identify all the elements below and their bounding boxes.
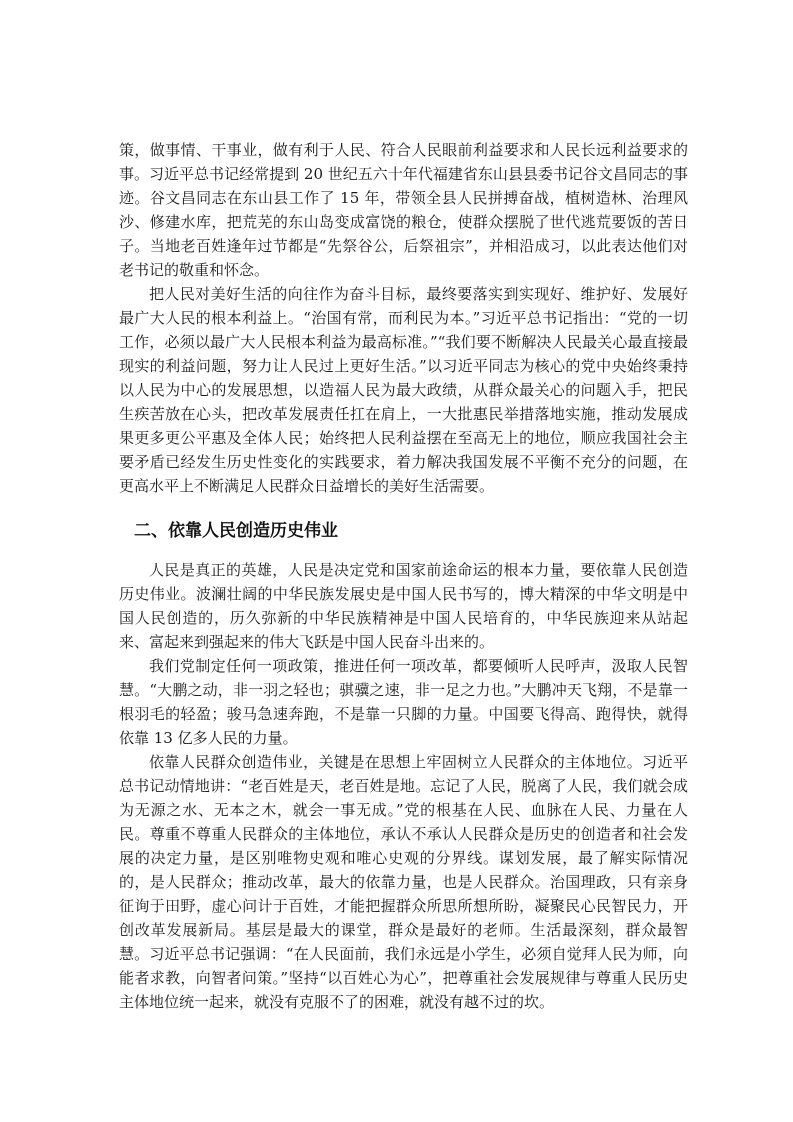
paragraph-people-subject: 依靠人民群众创造伟业，关键是在思想上牢固树立人民群众的主体地位。习近平总书记动情地讲：“老百姓是天，老百姓是地。忘记了人民，脱离了人民，我们就会成为无源之水、无本之木，就会一事无成。”党的根基在人民、血脉在人民、力量在人民。尊重不尊重人民群众的主体地位，承认不承认人民群众是历史的创造者和社会发展的决定力量，是区别唯物史观和唯心史观的分界线。谋划发展，最了解实际情况的，是人民群众；推动改革，最大的依靠力量，也是人民群众。治国理政，只有亲身征询于田野，虚心问计于百姓，才能把握群众所思所想所盼，凝聚民心民智民力，开创改革发展新局。基层是最大的课堂，群众是最好的老师。生活最深刻，群众最智慧。习近平总书记强调：“在人民面前，我们永远是小学生，必须自觉拜人民为师，向能者求教，向智者问策。”坚持“以百姓心为心”，把尊重社会发展规律与尊重人民历史主体地位统一起来，就没有克服不了的困难，就没有越不过的坎。 <box>119 753 688 1011</box>
paragraph-policy-wisdom: 我们党制定任何一项政策，推进任何一项改革，都要倾听人民呼声，汲取人民智慧。“大鹏之动，非一羽之轻也；骐骥之速，非一足之力也。”大鹏冲天飞翔，不是靠一根羽毛的轻盈；骏马急速奔跑，不是靠一只脚的力量。中国要飞得高、跑得快，就得依靠 13 亿多人民的力量。 <box>119 657 688 747</box>
section-heading: 二、依靠人民创造历史伟业 <box>134 521 338 541</box>
paragraph-people-heroes: 人民是真正的英雄，人民是决定党和国家前途命运的根本力量，要依靠人民创造历史伟业。波澜壮阔的中华民族发展史是中国人民书写的，博大精深的中华文明是中国人民创造的，历久弥新的中华民族精神是中国人民培育的，中华民族迎来从站起来、富起来到强起来的伟大飞跃是中国人民奋斗出来的。 <box>119 561 688 651</box>
paragraph-continuation: 策，做事情、干事业，做有利于人民、符合人民眼前利益要求和人民长远利益要求的事。习近平总书记经常提到 20 世纪五六十年代福建省东山县县委书记谷文昌同志的事迹。谷文昌同志在东山县工作了 15 年，带领全县人民拼搏奋战，植树造林、治理风沙、修建水库，把荒芜的东山岛变成富饶的粮仓，使群众摆脱了世代逃荒要饭的苦日子。当地老百姓逢年过节都是“先祭谷公，后祭祖宗”，并相沿成习，以此表达他们对老书记的敬重和怀念。 <box>119 141 688 279</box>
paragraph-people-interests: 把人民对美好生活的向往作为奋斗目标，最终要落实到实现好、维护好、发展好最广大人民的根本利益上。“治国有常，而利民为本。”习近平总书记指出：“党的一切工作，必须以最广大人民根本利益为最高标准。”“我们要不断解决人民最关心最直接最现实的利益问题，努力让人民过上更好生活。”以习近平同志为核心的党中央始终秉持以人民为中心的发展思想，以造福人民为最大政绩，从群众最关心的问题入手，把民生疾苦放在心头，把改革发展责任扛在肩上，一大批惠民举措落地实施，推动发展成果更多更公平惠及全体人民；始终把人民利益摆在至高无上的地位，顺应我国社会主要矛盾已经发生历史性变化的实践要求，着力解决我国发展不平衡不充分的问题，在更高水平上不断满足人民群众日益增长的美好生活需要。 <box>119 285 688 495</box>
document-body <box>119 138 688 1014</box>
